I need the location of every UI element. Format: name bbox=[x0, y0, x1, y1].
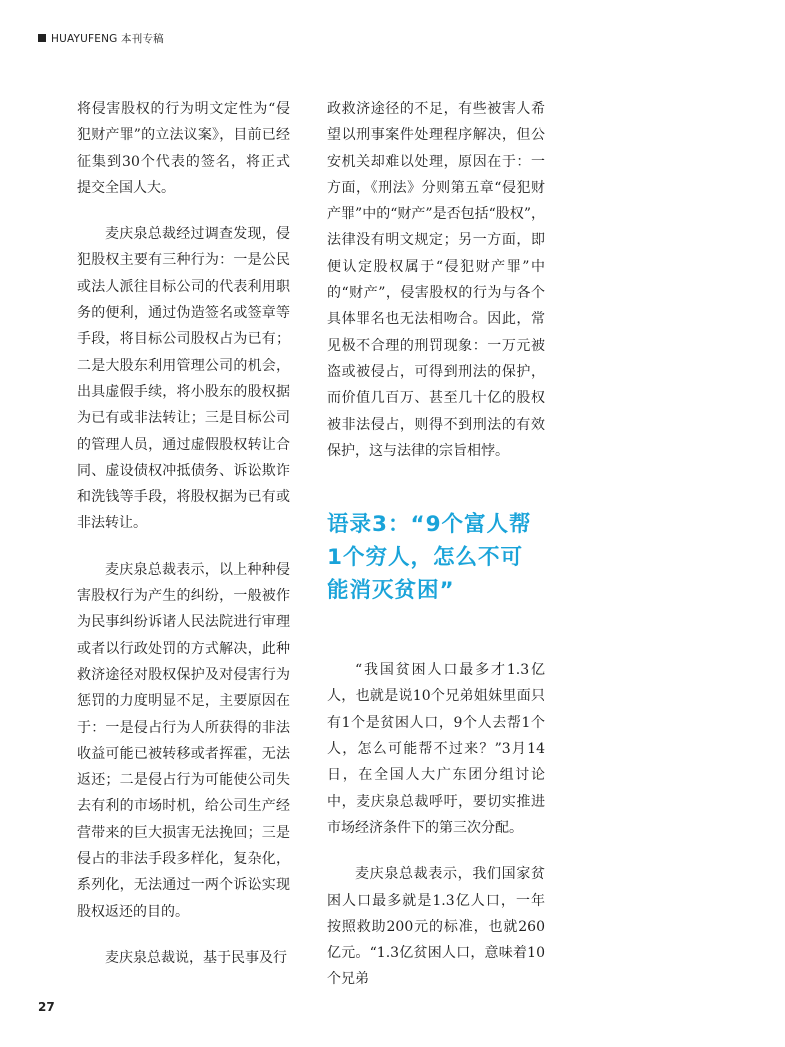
square-bullet-icon bbox=[38, 34, 46, 42]
right-column bbox=[327, 96, 545, 1013]
header-text: HUAYUFENG 本刊专稿 bbox=[51, 32, 164, 45]
paragraph: 麦庆泉总裁经过调查发现，侵犯股权主要有三种行为：一是公民或法人派往目标公司的代表利用职务的便利，通过伪造签名或签章等手段，将目标公司股权占为已有；二是大股东利用管理公司的机会，出具虚假手续，将小股东的股权据为已有或非法转让；三是目标公司的管理人员，通过虚假股权转让合同、虚设债权冲抵债务、诉讼欺诈和洗钱等手段，将股权据为已有或非法转让。 bbox=[77, 226, 290, 532]
paragraph: 麦庆泉总裁表示，我们国家贫困人口最多就是1.3亿人口，一年按照救助200元的标准，也就260亿元。“1.3亿贫困人口，意味着10个兄弟 bbox=[327, 866, 545, 988]
paragraph: 将侵害股权的行为明文定性为“侵犯财产罪”的立法议案》，目前已经征集到30个代表的签名，将正式提交全国人大。 bbox=[77, 101, 290, 196]
paragraph: 麦庆泉总裁表示，以上种种侵害股权行为产生的纠纷，一般被作为民事纠纷诉诸人民法院进行审理或者以行政处罚的方式解决，此种救济途径对股权保护及对侵害行为惩罚的力度明显不足，主要原因在于：一是侵占行为人所获得的非法收益可能已被转移或者挥霍，无法返还；二是侵占行为可能使公司失去有利的市场时机，给公司生产经营带来的巨大损害无法挽回；三是侵占的非法手段多样化，复杂化，系列化，无法通过一两个诉讼实现股权返还的目的。 bbox=[77, 561, 290, 920]
paragraph: 政救济途径的不足，有些被害人希望以刑事案件处理程序解决，但公安机关却难以处理，原因在于：一方面，《刑法》分则第五章“侵犯财产罪”中的“财产”是否包括“股权”，法律没有明文规定；另一方面，即便认定股权属于“侵犯财产罪”中的“财产”，侵害股权的行为与各个具体罪名也无法相吻合。因此，常见极不合理的刑罚现象：一万元被盗或被侵占，可得到刑法的保护，而价值几百万、甚至几十亿的股权被非法侵占，则得不到刑法的有效保护，这与法律的宗旨相悖。 bbox=[327, 101, 545, 459]
paragraph: “我国贫困人口最多才1.3亿人，也就是说10个兄弟姐妹里面只有1个是贫困人口，9个人去帮1个人，怎么可能帮不过来？”3月14日，在全国人大广东团分组讨论中，麦庆泉总裁呼吁，要切实推进市场经济条件下的第三次分配。 bbox=[327, 662, 545, 836]
section-heading: 语录3：“9个富人帮1个穷人，怎么不可能消灭贫困” bbox=[327, 512, 532, 604]
paragraph: 麦庆泉总裁说，基于民事及行 bbox=[105, 949, 287, 966]
left-column bbox=[77, 96, 290, 991]
running-header bbox=[38, 30, 164, 46]
page-number: 27 bbox=[38, 1000, 55, 1014]
